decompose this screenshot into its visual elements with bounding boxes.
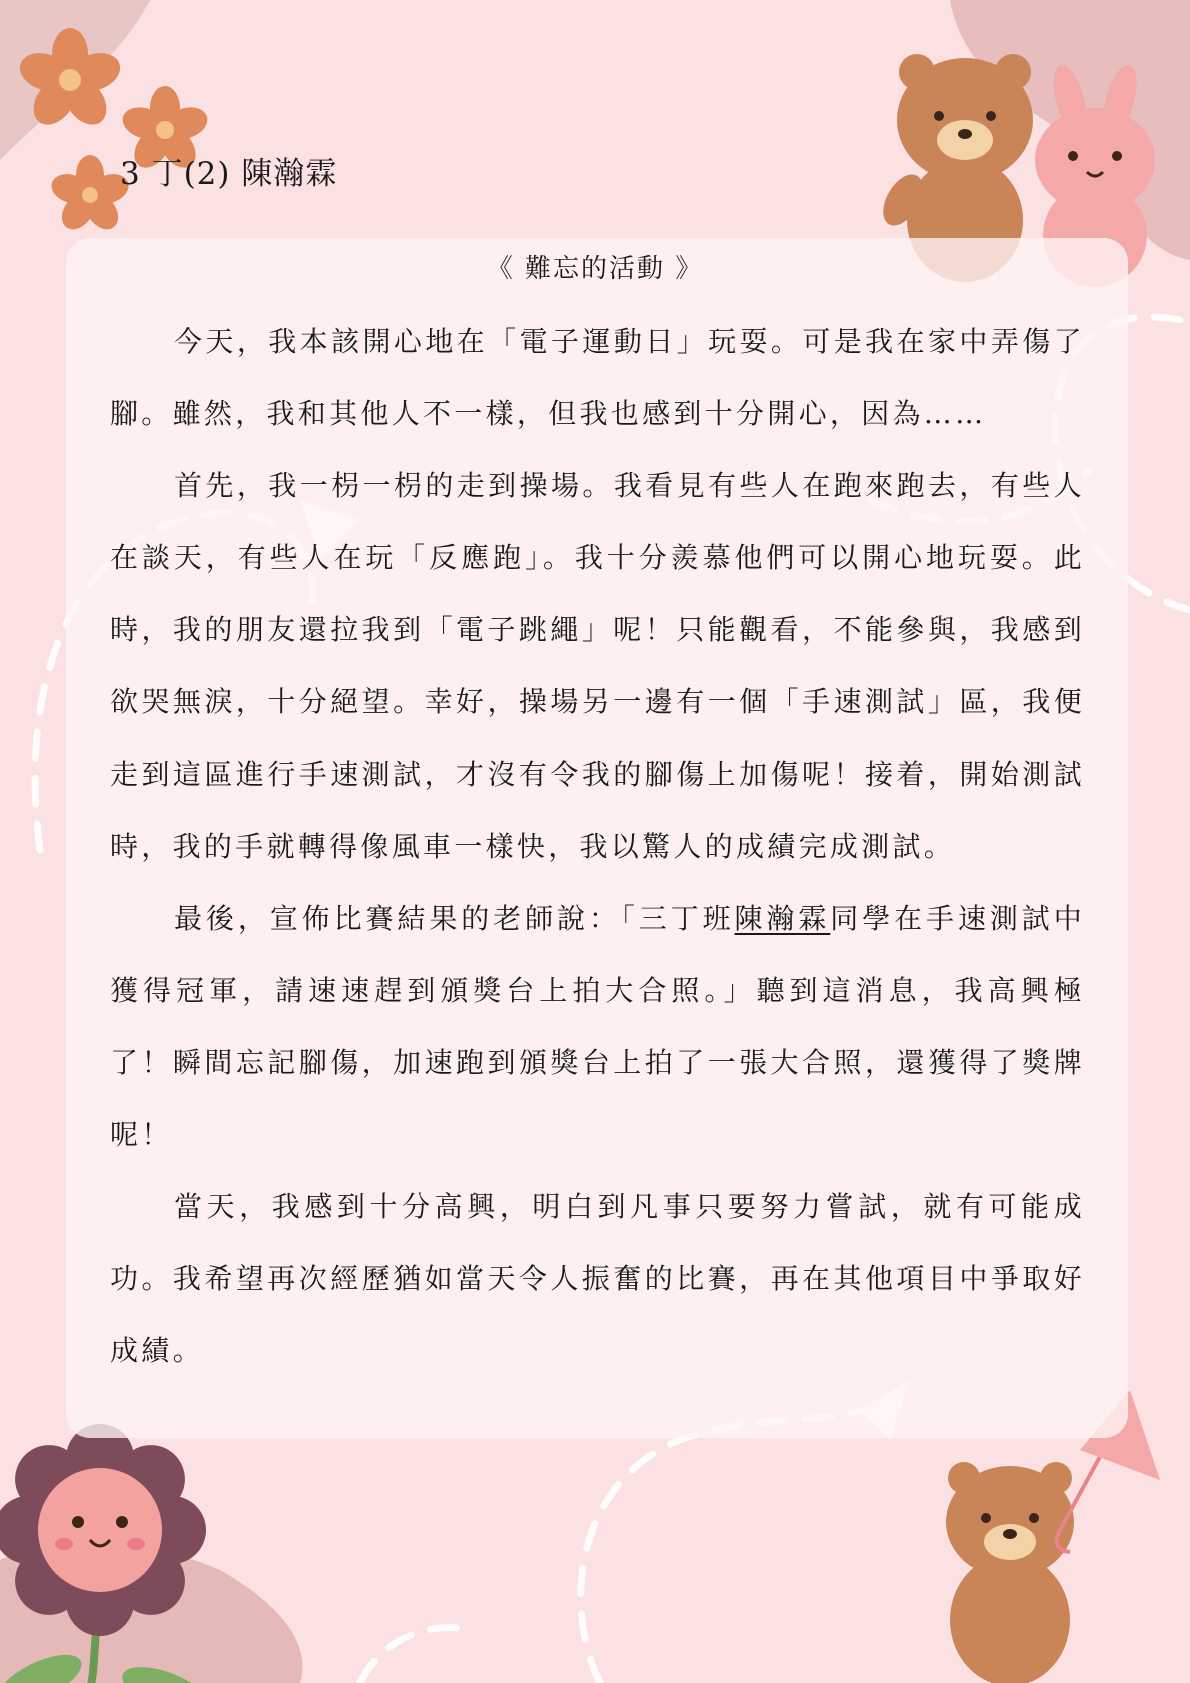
paragraph: 當天，我感到十分高興，明白到凡事只要努力嘗試，就有可能成功。我希望再次經歷猶如當天令人振奮的比賽，再在其他項目中爭取好成績。: [110, 1190, 1085, 1368]
paragraph: 今天，我本該開心地在「電子運動日」玩耍。可是我在家中弄傷了腳。雖然，我和其他人不一樣，但我也感到十分開心，因為……: [110, 325, 1085, 431]
essay-title: 《 難忘的活動 》: [486, 254, 704, 284]
paragraph-text: 同學在手速測試中獲得冠軍，請速速趕到頒獎台上拍大合照。」聽到這消息，我高興極了！瞬間忘記腳傷，加速跑到頒獎台上拍了一張大合照，還獲得了獎牌呢！: [110, 901, 1086, 1152]
dashed-loop: [360, 1627, 470, 1683]
author-line: 3 丁(2) 陳瀚霖: [120, 156, 338, 192]
paragraph: [110, 883, 1085, 1171]
underlined-name: 陳瀚霖: [734, 901, 831, 935]
dashed-loop: [581, 1400, 890, 1683]
paragraph-text: 最後，宣佈比賽結果的老師說：「三丁班: [174, 901, 735, 935]
essay-body: [110, 306, 1085, 1387]
paragraph: 首先，我一枴一枴的走到操場。我看見有些人在跑來跑去，有些人在談天，有些人在玩「反應跑」。我十分羨慕他們可以開心地玩耍。此時，我的朋友還拉我到「電子跳繩」呢！只能觀看，不能參與，我感到欲哭無淚，十分絕望。幸好，操場另一邊有一個「手速測試」區，我便走到這區進行手速測試，才沒有令我的腳傷上加傷呢！接着，開始測試時，我的手就轉得像風車一樣快，我以驚人的成績完成測試。: [110, 469, 1085, 863]
